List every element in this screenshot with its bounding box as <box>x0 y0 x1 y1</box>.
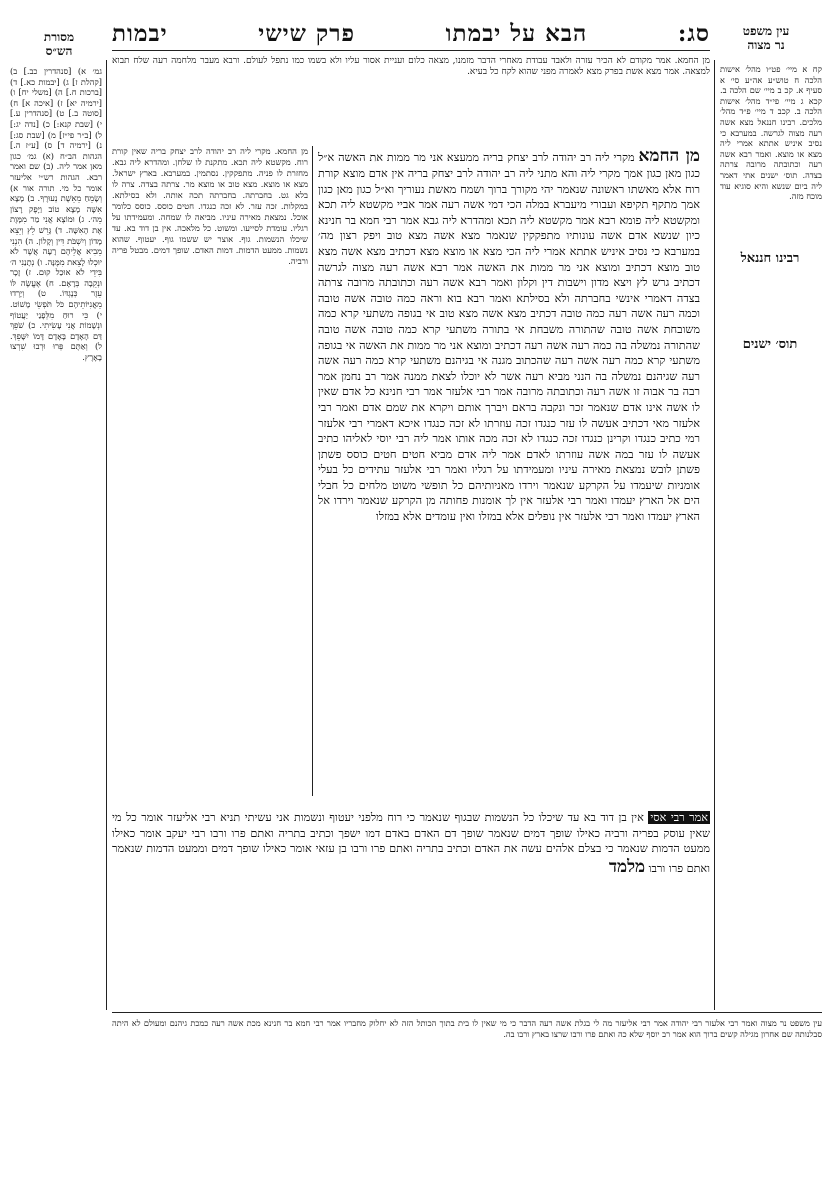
gemara-continued-text: אמר רבי אלעזר אמר רבי חנינא כל אדם שאין לו אשה אינו אדם שנאמר זכר ונקבה בראם ויברך אותם ויקרא את שמם אדם ואמר רבי אלעזר מאי דכתיב אעשה לו עזר כנגדו זכה עוזרתו לא זכה כנגדו איכא דאמרי רבי אלעזר רמי כתיב כנגדו וקרינן כנגדו זכה כנגדו לא זכה מכה אותו אמר ליה רבי יוסי לאליהו כתיב אעשה לו עזר במה אשה עוזרתו לאדם אמר ליה אדם מביא חטים חטים כוסס פשתן פשתן לובש נמצאת מאירה עיניו ומעמידתו על רגליו <box>318 385 700 477</box>
bottom-notes: עין משפט נר מצוה ואמר רבי אלעזר רבי יהודה אמר רבי אליעזר מה לי בגלת אשה רעה הדבר כי מי שאין לו בית בתוך הכותל הזה לא יחלוק מחבריו אמר רבי חמא בר חנינא מכת אשה רעה כמכת גיהנם ומעולם לא היתה סבלנותה שם אחרון מגילה קשים ברוך הוא אמר רב יוסף שלא כה ואתם פרו ורבו שרצו בארץ ורבו בה. <box>112 1018 822 1039</box>
commentary-top-band <box>112 56 710 142</box>
header-rule <box>112 50 710 51</box>
footnote-rule <box>112 1012 822 1013</box>
right-margin-notes: קח א מיי׳ פט״ו מהל׳ אישות הלכה ח טוש״ע אה״ע סי׳ א סעיף א. קכ ב מיי׳ שם הלכה ב. קכא ג מיי׳ פי״ד מהל׳ אישות הלכה ב. קכב ד מיי׳ פ״ד מהל׳ מלכים. רבינו חננאל מצא אשה רעה מצוה לגרשה. במערבא כי נסיב איניש אתתא אמרי ליה מצא או מוצא. ואמר רבא אשה רעה וכתובתה מרובה צרתה בצדה. תוס׳ ישנים אתי דאמר ליה ביום שנשא והיא סוגיא עוד מוכח מזה. <box>720 64 822 202</box>
gemara-final-word: מלמד <box>608 856 646 877</box>
folio-number: סג: <box>677 19 710 47</box>
right-margin-rule <box>714 60 715 1010</box>
page-header <box>112 18 710 48</box>
chapter-title: הבא על יבמתו <box>445 19 588 47</box>
tractate-name: יבמות <box>112 19 168 47</box>
masoret-label: מסורת הש״ס <box>43 30 75 58</box>
rabbeinu-chananel-label: רבינו חננאל <box>722 250 818 268</box>
rashi-rule <box>312 146 313 796</box>
rashi-header-text: מן החמא. אמר מקודם לא הכיר עזרה ולאבד עבודת מאחרי הדבר מזמנו, מצאה כלום ועניית אסור עליו ולא בשמו כמו נתפל לעולם. <box>243 56 710 66</box>
gemara-continued-text-2: ואמר רבי אלעזר עתידים כל בעלי אומניות שיעמדו על הקרקע שנאמר וירדו מאניותיהם כל תופשי משוט מלחים כל חבלי הים אל הארץ יעמדו ואמר רבי אלעזר אין לך אומנות פחותה מן הקרקע שנאמר וירדו אל הארץ יעמדו ואמר רבי אלעזר אין נופלים אלא במזלו ואין עומדים אלא במזלו <box>318 463 700 524</box>
gemara-tail-text: אין בן דוד בא עד שיכלו כל הנשמות שבגוף שנאמר כי רוח מלפני יעטוף ונשמות אני עשיתי תניא רבי אליעזר אומר כל מי שאין עוסק בפריה ורביה כאילו שופך דמים שנאמר שופך דם האדם באדם דמו ישפך וכתיב בתריה ואתם פרו ורבו רבי יעקב אומר כאילו ממעט הדמות שנאמר כי בצלם אלהים עשה את האדם וכתיב בתריה ואתם פרו ורבו בן עזאי אומר כאילו שופך דמים וממעט הדמות שנאמר ואתם פרו ורבו <box>112 811 710 875</box>
gemara-main-text: מקרי ליה רב יהודה לרב יצחק בריה ממעצא אני מר ממות את האשה א״ל כגון מאן כגון אמך מקרי ליה והא מתני ליה רב יהודה לרב יצחק בריה אין אדם מוצא קורת רוח אלא מאשתו ראשונה שנאמר יהי מקורך ברוך ושמח מאשת נעוריך וא״ל כגון מאן כגון אמך מתקף תקיפא ועבורי מיעברא במלה הכי דמי אשה רעה אמר אביי מקשטא ליה תכא ומקשטא ליה פומא רבא אמר מקשטא ליה תכא ומהדרא ליה גבא אמר רבי חמא בר חנינא כיון שנשא אדם אשה עונותיו מתפקקין שנאמר מצא אשה מצא טוב ויפק רצון מה׳ במערבא כי נסיב איניש אתתא אמרי ליה הכי מצא או מוצא מצא דכתיב מצא אשה מצא טוב מוצא דכתיב ומוצא אני מר ממות את האשה אמר רבא אשה רעה מצוה לגרשה דכתיב גרש לץ ויצא מדון וישבות דין וקלון ואמר רבא אשה רעה וכתובתה מרובה צרתה בצדה דאמרי אינשי בחברתה ולא בסילתא ואמר רבא בוא וראה כמה טובה אשה טובה וכמה רעה אשה רעה כמה טובה דכתיב מצא אשה מצא טוב אי בגופה משתעי קרא כמה משובחת אשה טובה שהתורה משבחת אי בתורה משתעי קרא כמה טובה אשה טובה שהתורה נמשלה בה כמה רעה אשה רעה דכתיב ומוצא אני מר ממות את האשה אי בגופה משתעי קרא כמה רעה אשה רעה שהכתוב מגנה אי בגיהנם משתעי קרא כמה רעה אשה רעה שגיהנם נמשלה בה הנני מביא רעה אשר לא יוכלו לצאת ממנה אמר רב נחמן אמר רבה בר אבוה זו אשה רעה וכתובתה מרובה <box>318 151 700 399</box>
tosafot-yeshanim-label: תוס׳ ישנים <box>722 336 818 354</box>
highlighted-phrase[interactable]: אמר רבי אסי <box>650 811 708 824</box>
gemara-main-column <box>318 146 700 806</box>
tosafot-header-text: ורבא מעבר מלחמה רעה שלח תבוא למצאה. אמר מצא אשת בפרק מצא לאמרה מפני שהוא לקח כל בעיא. <box>112 56 710 78</box>
gemara-lower-block <box>112 810 710 1000</box>
left-margin-rule <box>106 60 107 1010</box>
gemara-opening-word: מן החמא <box>638 146 700 166</box>
ein-mishpat-label: עין משפט נר מצוה <box>742 24 790 52</box>
rashi-column: מן החמא. מקרי ליה רב יהודה לרב יצחק בריה שאין קורת רוח. מקשטא ליה תכא. מתקנת לו שלחן. ומהדרא ליה גבא. מחזרת לו פניה. מתפקקין. נסתמין. במערבא. בארץ ישראל. מצא או מוצא. מצא טוב או מוצא מר. צרתה בצדה. צרה לו בלא גט. בחברתה. בחברתה תכה אותה. ולא בסילתא. במקלות. זכה עזר. לא זכה כנגדו. חטים כוסס. כוסס כלומר אוכל. נמצאת מאירה עיניו. מביאה לו שמחה. ומעמידתו על רגליו. עומדת לסייעו. ומשוט. כל מלאכה. אין בן דוד בא. עד שיכלו הנשמות. גוף. אוצר יש ששמו גוף. יעטוף. שהוא נשמות. ממעט הדמות. דמות האדם. שופך דמים. מבטל פריה ורביה. <box>112 146 308 266</box>
chapter-number: פרק שישי <box>258 19 356 47</box>
masoret-notes: גמ׳ א) [סנהדרין כב.] ב) [קהלת ז] ג) [יבמות כא.] ד) [ברכות ח.] ה) [משלי יח] ו) [ירמיה יא] ז) [איכה א] ח) [סוטה ב.] ט) [סנהדרין ע.] י) [שבת קנא:] כ) [נדה יג:] ל) [ב״ר פי״ז] מ) [שבת סג:] נ) [ירמיה ד] ס) [ע״ז ה.] הגהות הב״ח (א) גמ׳ כגון מאן אמר ליה. (ב) שם ואמר רבא. הגהות רש״י אליעזר אומר כל מי. תורה אור א) וְשָׂמֵחַ מֵאֵשֶׁת נְעוּרֶךָ. ב) מָצָא אִשָּׁה מָצָא טוֹב וַיָּפֶק רָצוֹן מֵה׳. ג) וּמוֹצֶא אֲנִי מַר מִמָּוֶת אֶת הָאִשָּׁה. ד) גָּרֵשׁ לֵץ וְיֵצֵא מָדוֹן וְיִשְׁבֹּת דִּין וְקָלוֹן. ה) הִנְנִי מֵבִיא אֲלֵיהֶם רָעָה אֲשֶׁר לֹא יוּכְלוּ לָצֵאת מִמֶּנָּה. ו) נְתָנַנִי ה׳ בִּידֵי לֹא אוּכַל קוּם. ז) זָכָר וּנְקֵבָה בְּרָאָם. ח) אֶעֱשֶׂה לּוֹ עֵזֶר כְּנֶגְדּוֹ. ט) וְיָרְדוּ מֵאֳנִיּוֹתֵיהֶם כֹּל תֹּפְשֵׂי מָשׁוֹט. י) כִּי רוּחַ מִלְּפָנַי יַעֲטוֹף וּנְשָׁמוֹת אֲנִי עָשִׂיתִי. כ) שֹׁפֵךְ דַּם הָאָדָם בָּאָדָם דָּמוֹ יִשָּׁפֵךְ. ל) וְאַתֶּם פְּרוּ וּרְבוּ שִׁרְצוּ בָאָרֶץ. <box>10 66 102 363</box>
